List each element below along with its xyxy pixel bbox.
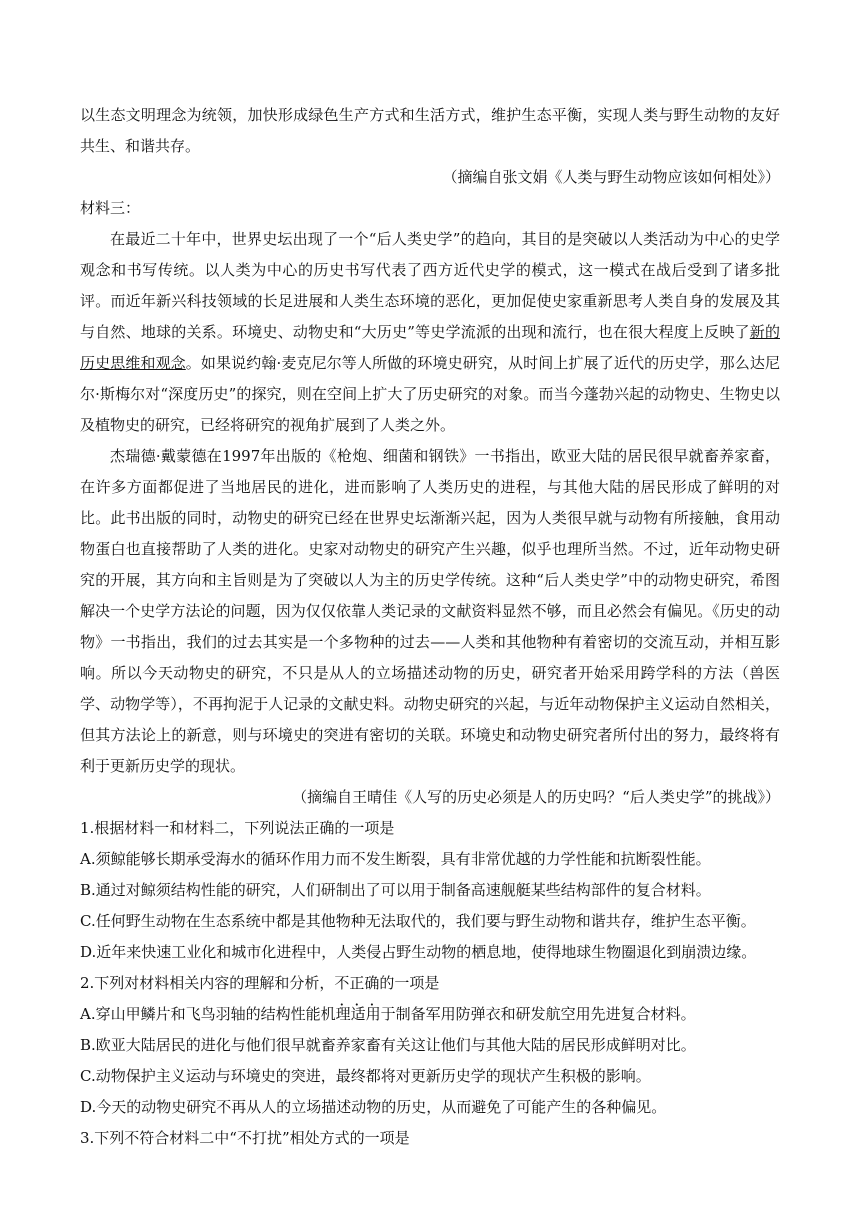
question-1-stem: 1.根据材料一和材料二，下列说法正确的一项是: [80, 819, 395, 837]
source-citation-3: （摘编自王晴佳《人写的历史必须是人的历史吗？“后人类史学”的挑战》）: [292, 788, 780, 806]
material3-paragraph-2: 杰瑞德·戴蒙德在1997年出版的《枪炮、细菌和钢铁》一书指出，欧亚大陆的居民很早就畜养家畜，在许多方面都促进了当地居民的进化，进而影响了人类历史的进程，与其他大陆的居民形成了鲜明的对比。此书出版的同时，动物史的研究已经在世界史坛渐渐兴起，因为人类很早就与动物有所接触，食用动物蛋白也直接帮助了人类的进化。史家对动物史的研究产生兴趣，似乎也理所当然。不过，近年动物史研究的开展，其方向和主旨则是为了突破以人为主的历史学传统。这种“后人类史学”中的动物史研究，希图解决一个史学方法论的问题，因为仅仅依靠人类记录的文献资料显然不够，而且必然会有偏见。《历史的动物》一书指出，我们的过去其实是一个多物种的过去——人类和其他物种有着密切的交流互动，并相互影响。所以今天动物史的研究，不只是从人的立场描述动物的历史，研究者开始采用跨学科的方法（兽医学、动物学等），不再拘泥于人记录的文献史料。动物史研究的兴起，与近年动物保护主义运动自然相关，但其方法论上的新意，则与环境史的突进有密切的关联。环境史和动物史研究者所付出的努力，最终将有利于更新历史学的现状。: [80, 447, 780, 775]
emphasis-char: 正: [349, 974, 365, 992]
question-2-option-a: A.穿山甲鳞片和飞鸟羽轴的结构性能机理适用于制备军用防弹衣和研发航空用先进复合材料。: [80, 1005, 696, 1023]
question-2-option-c: C.动物保护主义运动与环境史的突进，最终都将对更新历史学的现状产生积极的影响。: [80, 1067, 651, 1085]
stem-text: 的一项是: [379, 974, 440, 992]
question-1-option-b: B.通过对鲸须结构性能的研究，人们研制出了可以用于制备高速舰艇某些结构部件的复合材料。: [80, 881, 711, 899]
question-1-option-d: D.近年来快速工业化和城市化进程中，人类侵占野生动物的栖息地，使得地球生物圈退化到崩溃边缘。: [80, 943, 757, 961]
stem-text: 2.下列对材料相关内容的理解和分析，: [80, 974, 335, 992]
emphasis-char: 确: [364, 974, 380, 992]
underlined-phrase: 新的历史思维和观念: [80, 323, 780, 372]
question-2-option-d: D.今天的动物史研究不再从人的立场描述动物的历史，从而避免了可能产生的各种偏见。: [80, 1098, 667, 1116]
question-3-stem: 3.下列不符合材料二中“不打扰”相处方式的一项是: [80, 1129, 410, 1147]
para-text: 。如果说约翰·麦克尼尔等人所做的环境史研究，从时间上扩展了近代的历史学，那么达尼尔·斯梅尔对“深度历史”的探究，则在空间上扩大了历史研究的对象。而当今蓬勃兴起的动物史、生物史以及植物史的研究，已经将研究的视角扩展到了人类之外。: [80, 354, 780, 434]
question-2-option-b: B.欧亚大陆居民的进化与他们很早就畜养家畜有关这让他们与其他大陆的居民形成鲜明对比。: [80, 1036, 696, 1054]
material3-label: 材料三：: [80, 199, 141, 217]
question-1-option-c: C.任何野生动物在生态系统中都是其他物种无法取代的，我们要与野生动物和谐共存，维护生态平衡。: [80, 912, 756, 930]
para-text: 在最近二十年中，世界史坛出现了一个“后人类史学”的趋向，其目的是突破以人类活动为中心的史学观念和书写传统。以人类为中心的历史书写代表了西方近代史学的模式，这一模式在战后受到了诸多批评。而近年新兴科技领域的长足进展和人类生态环境的恶化，更加促使史家重新思考人类自身的发展及其与自然、地球的关系。环境史、动物史和“大历史”等史学流派的出现和流行，也在很大程度上反映了: [80, 230, 780, 341]
material3-paragraph-1: [80, 224, 780, 441]
question-2-stem: [80, 968, 780, 999]
emphasis-char: 不: [334, 974, 350, 992]
source-citation-2: （摘编自张文娟《人类与野生动物应该如何相处》）: [442, 168, 780, 186]
document-body: [80, 100, 780, 1154]
intro-paragraph: 以生态文明理念为统领，加快形成绿色生产方式和生活方式，维护生态平衡，实现人类与野生动物的友好共生、和谐共存。: [80, 106, 780, 155]
question-1-option-a: A.须鲸能够长期承受海水的循环作用力而不发生断裂，具有非常优越的力学性能和抗断裂性能。: [80, 850, 711, 868]
